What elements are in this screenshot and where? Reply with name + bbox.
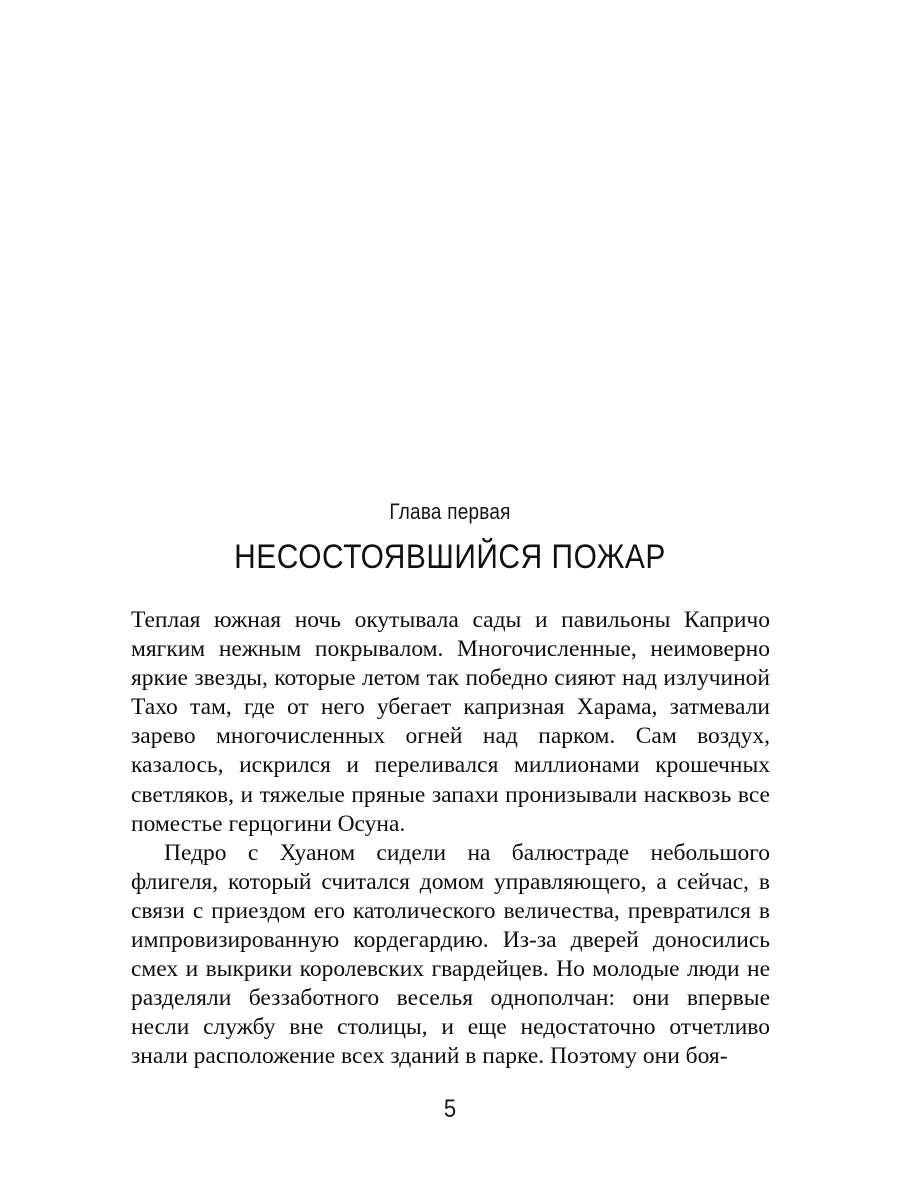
body-text-column [131,606,770,1072]
chapter-label: Глава первая [389,499,511,524]
chapter-title: НЕСОСТОЯВШИЙСЯ ПОЖАР [234,538,666,576]
body-paragraph: Теплая южная ночь окутывала сады и павильоны Капричо мягким нежным покрывалом. Многочисленные, неимоверно яркие звезды, которые летом так победно сияют над излучиной Тахо там, где от него убегает капризная Харама, затмевали зарево многочисленных огней над парком. Сам воздух, казалось, искрился и переливался миллионами крошечных светляков, и тяжелые пряные запахи пронизывали насквозь все поместье герцогини Осуна. [131,607,770,837]
page-number: 5 [443,1095,457,1123]
body-paragraph: Педро с Хуаном сидели на балюстраде небольшого флигеля, который считался домом управляющего, а сейчас, в связи с приездом его католического величества, превратился в импровизированную кордегардию. Из-за дверей доносились смех и выкрики королевских гвардейцев. Но молодые люди не разделяли беззаботного веселья однополчан: они впервые несли службу вне столицы, и еще недостаточно отчетливо знали расположение всех зданий в парке. Поэтому они боя- [131,839,770,1070]
chapter-heading-block [0,498,900,577]
